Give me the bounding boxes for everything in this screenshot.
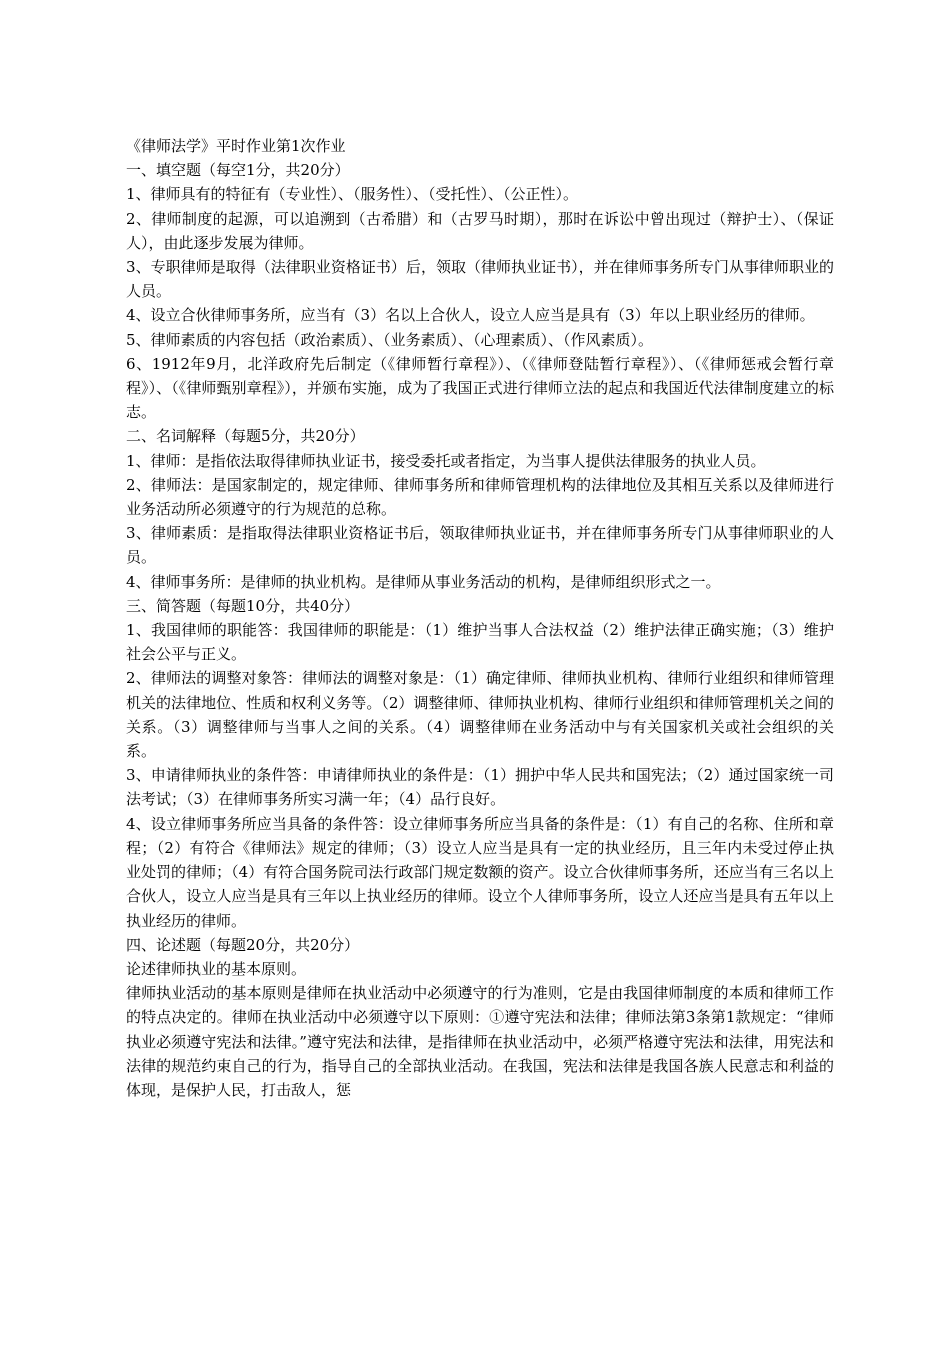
paragraph: 4、设立律师事务所应当具备的条件答：设立律师事务所应当具备的条件是：（1）有自己的名称、住所和章程；（2）有符合《律师法》规定的律师；（3）设立人应当是具有一定的执业经历，且三年内未受过停止执业处罚的律师；（4）有符合国务院司法行政部门规定数额的资产。设立合伙律师事务所，还应当有三名以上合伙人，设立人应当是具有三年以上执业经历的律师。设立个人律师事务所，设立人还应当是具有五年以上执业经历的律师。 [126, 814, 834, 930]
paragraph: 3、律师素质：是指取得法律职业资格证书后，领取律师执业证书，并在律师事务所专门从事律师职业的人员。 [126, 524, 834, 567]
document-body [126, 134, 834, 1102]
paragraph: 3、申请律师执业的条件答：申请律师执业的条件是：（1）拥护中华人民共和国宪法；（2）通过国家统一司法考试；（3）在律师事务所实习满一年；（4）品行良好。 [126, 766, 834, 809]
paragraph: 3、专职律师是取得（法律职业资格证书）后，领取（律师执业证书），并在律师事务所专门从事律师职业的人员。 [126, 258, 834, 301]
section-heading-fill-in: 一、填空题（每空1分，共20分） [126, 161, 350, 180]
paragraph: 律师执业活动的基本原则是律师在执业活动中必须遵守的行为准则，它是由我国律师制度的本质和律师工作的特点决定的。律师在执业活动中必须遵守以下原则：①遵守宪法和法律；律师法第3条第1款规定：“律师执业必须遵守宪法和法律。”遵守宪法和法律，是指律师在执业活动中，必须严格遵守宪法和法律，用宪法和法律的规范约束自己的行为，指导自己的全部执业活动。在我国，宪法和法律是我国各族人民意志和利益的体现，是保护人民，打击敌人，惩 [126, 984, 834, 1099]
paragraph: 1、我国律师的职能答：我国律师的职能是：（1）维护当事人合法权益（2）维护法律正确实施；（3）维护社会公平与正义。 [126, 621, 834, 664]
paragraph: 2、律师法的调整对象答：律师法的调整对象是：（1）确定律师、律师执业机构、律师行业组织和律师管理机关的法律地位、性质和权利义务等。（2）调整律师、律师执业机构、律师行业组织和律师管理机关之间的关系。（3）调整律师与当事人之间的关系。（4）调整律师在业务活动中与有关国家机关或社会组织的关系。 [126, 669, 834, 761]
section-heading-short-answer: 三、简答题（每题10分，共40分） [126, 596, 360, 615]
document-title: 《律师法学》平时作业第1次作业 [126, 137, 346, 155]
section-heading-essay: 四、论述题（每题20分，共20分） [126, 935, 360, 954]
section-heading-terms: 二、名词解释（每题5分，共20分） [126, 427, 365, 446]
paragraph: 6、1912年9月，北洋政府先后制定（《律师暂行章程》）、（《律师登陆暂行章程》）、（《律师惩戒会暂行章程》）、（《律师甄别章程》），并颁布实施，成为了我国正式进行律师立法的起点和我国近代法律制度建立的标志。 [126, 354, 834, 422]
paragraph: 5、律师素质的内容包括（政治素质）、（业务素质）、（心理素质）、（作风素质）。 [126, 330, 654, 349]
paragraph: 1、律师具有的特征有（专业性）、（服务性）、（受托性）、（公正性）。 [126, 185, 579, 204]
paragraph: 4、设立合伙律师事务所，应当有（3）名以上合伙人，设立人应当是具有（3）年以上职业经历的律师。 [126, 306, 815, 325]
paragraph: 论述律师执业的基本原则。 [126, 959, 307, 978]
paragraph: 4、律师事务所：是律师的执业机构。是律师从事业务活动的机构，是律师组织形式之一。 [126, 572, 721, 591]
paragraph: 1、律师：是指依法取得律师执业证书，接受委托或者指定，为当事人提供法律服务的执业人员。 [126, 451, 766, 470]
paragraph: 2、律师制度的起源，可以追溯到（古希腊）和（古罗马时期），那时在诉讼中曾出现过（辩护士）、（保证人），由此逐步发展为律师。 [126, 209, 834, 252]
paragraph: 2、律师法：是国家制定的，规定律师、律师事务所和律师管理机构的法律地位及其相互关系以及律师进行业务活动所必须遵守的行为规范的总称。 [126, 475, 834, 519]
